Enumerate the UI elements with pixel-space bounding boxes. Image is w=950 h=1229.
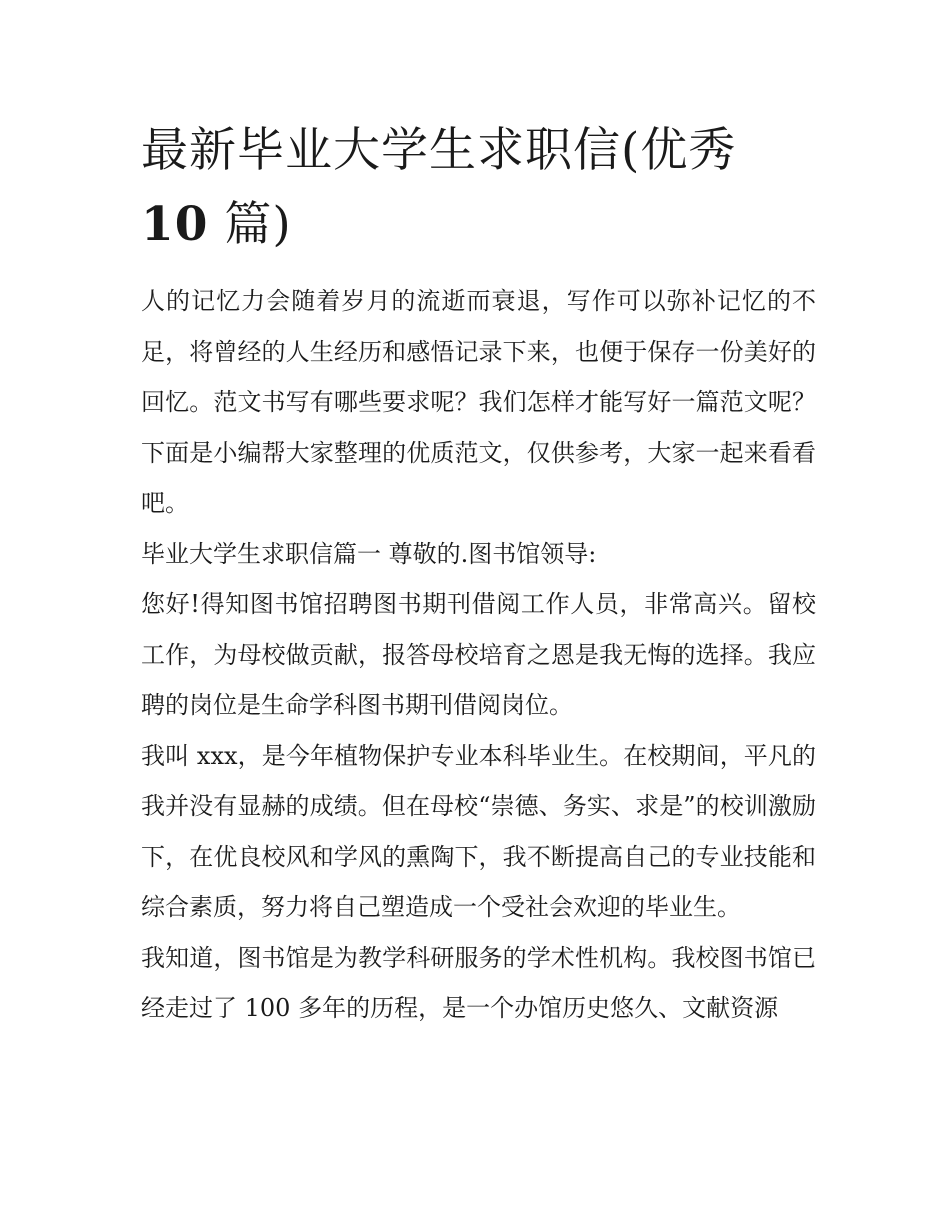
letter-heading-paragraph: 毕业大学生求职信篇一 尊敬的.图书馆领导: bbox=[141, 539, 597, 568]
intro-paragraph: 人的记忆力会随着岁月的流逝而衰退，写作可以弥补记忆的不足，将曾经的人生经历和感悟记录下来，也便于保存一份美好的回忆。范文书写有哪些要求呢？我们怎样才能写好一篇范文呢？下面是小编帮大家整理的优质范文，仅供参考，大家一起来看看吧。 bbox=[141, 287, 816, 517]
title-number: 10 bbox=[141, 197, 209, 252]
library-paragraph: 我知道，图书馆是为教学科研服务的学术性机构。我校图书馆已经走过了 100 多年的历程，是一个办馆历史悠久、文献资源 bbox=[141, 943, 816, 1022]
title-suffix: 篇) bbox=[208, 197, 292, 252]
document-title bbox=[141, 114, 816, 262]
title-text: 最新毕业大学生求职信(优秀 bbox=[141, 123, 737, 178]
document-content bbox=[141, 114, 816, 1034]
self-intro-paragraph: 我叫 xxx，是今年植物保护专业本科毕业生。在校期间，平凡的我并没有显赫的成绩。但在母校“崇德、务实、求是”的校训激励下，在优良校风和学风的熏陶下，我不断提高自己的专业技能和综合素质，努力将自己塑造成一个受社会欢迎的毕业生。 bbox=[141, 741, 816, 921]
greeting-paragraph: 您好!得知图书馆招聘图书期刊借阅工作人员，非常高兴。留校工作，为母校做贡献，报答母校培育之恩是我无悔的选择。我应聘的岗位是生命学科图书期刊借阅岗位。 bbox=[141, 590, 816, 719]
